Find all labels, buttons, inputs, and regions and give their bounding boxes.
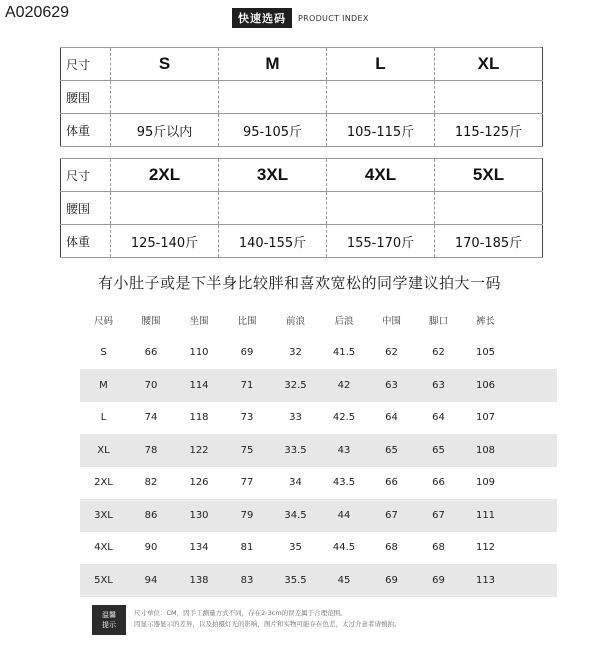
measurement-cell: 90 <box>144 542 158 554</box>
tip-badge <box>92 605 126 635</box>
waist-cell <box>435 81 543 114</box>
row-label: 体重 <box>61 225 111 258</box>
column-header: 裤长 <box>475 316 495 328</box>
measurement-cell: 112 <box>475 542 496 554</box>
measurement-cell: 82 <box>144 477 158 489</box>
weight-cell: 170-185斤 <box>435 225 543 258</box>
measurement-cell: 111 <box>475 509 496 521</box>
waist-row <box>61 192 543 225</box>
measurement-cell: 34 <box>289 477 302 489</box>
size-cell: 2XL <box>111 159 219 192</box>
weight-cell: 95-105斤 <box>219 114 327 147</box>
measurement-cell: 70 <box>144 379 158 391</box>
measurement-cell: 67 <box>432 509 445 521</box>
table-row <box>80 434 557 467</box>
size-cell: XL <box>435 48 543 81</box>
size-cell: 5XL <box>435 159 543 192</box>
weight-cell: 115-125斤 <box>435 114 543 147</box>
size-cell: S <box>100 347 107 359</box>
measurement-cell: 43 <box>337 444 351 456</box>
measurement-cell: 34.5 <box>284 509 307 521</box>
measurement-cell: 63 <box>432 379 445 391</box>
table-row <box>80 467 557 500</box>
measurement-cell: 126 <box>189 477 209 489</box>
size-cell: 4XL <box>327 159 435 192</box>
tip-line: 提示 <box>102 621 116 629</box>
measurement-cell: 105 <box>475 347 496 359</box>
measurement-cell: 45 <box>337 574 351 586</box>
size-table-2 <box>60 158 543 258</box>
measurement-cell: 69 <box>240 347 254 359</box>
measurement-cell: 68 <box>432 542 445 554</box>
table-row <box>80 499 557 532</box>
measurement-cell: 32 <box>289 347 302 359</box>
measurement-cell: 35.5 <box>284 574 307 586</box>
weight-row <box>61 225 543 258</box>
measurement-cell: 41.5 <box>332 347 356 359</box>
table-row <box>80 402 557 435</box>
row-label: 腰围 <box>61 81 111 114</box>
measurement-cell: 35 <box>289 542 302 554</box>
measurement-cell: 113 <box>475 574 496 586</box>
column-header: 中围 <box>381 316 401 328</box>
size-row <box>61 159 543 192</box>
measurement-cell: 42 <box>337 379 351 391</box>
measurement-cell: 67 <box>385 509 398 521</box>
measurement-cell: 122 <box>189 444 209 456</box>
measurement-cell: 74 <box>144 412 158 424</box>
weight-cell: 155-170斤 <box>327 225 435 258</box>
measurement-cell: 65 <box>432 444 445 456</box>
waist-cell <box>219 81 327 114</box>
waist-cell <box>111 81 219 114</box>
measurement-cell: 77 <box>240 477 254 489</box>
measurement-cell: 33 <box>289 412 302 424</box>
footer-notice <box>92 605 401 635</box>
measurement-cell: 86 <box>144 509 158 521</box>
measurement-cell: 79 <box>240 509 254 521</box>
measurement-cell: 71 <box>240 379 254 391</box>
weight-row <box>61 114 543 147</box>
size-cell: 2XL <box>94 477 113 489</box>
size-cell: 3XL <box>219 159 327 192</box>
measurement-cell: 75 <box>240 444 254 456</box>
waist-cell <box>111 192 219 225</box>
measurement-cell: 69 <box>432 574 445 586</box>
measurement-cell: 44 <box>337 509 351 521</box>
size-cell: 3XL <box>94 509 113 521</box>
measurement-cell: 62 <box>432 347 445 359</box>
measurement-cell: 62 <box>385 347 398 359</box>
size-table-1 <box>60 47 543 147</box>
measurement-cell: 65 <box>385 444 398 456</box>
table-row <box>80 564 557 597</box>
size-cell: S <box>111 48 219 81</box>
measurement-cell: 134 <box>189 542 209 554</box>
measurement-cell: 66 <box>144 347 158 359</box>
measurement-cell: 108 <box>475 444 496 456</box>
measurement-cell: 73 <box>240 412 254 424</box>
tip-line: 温馨 <box>102 611 116 619</box>
sizing-advice: 有小肚子或是下半身比较胖和喜欢宽松的同学建议拍大一码 <box>97 274 501 292</box>
size-cell: M <box>99 379 108 391</box>
measurement-cell: 32.5 <box>284 379 307 391</box>
header-badge: 快速选码 <box>232 8 292 28</box>
measurement-cell: 42.5 <box>332 412 356 424</box>
measurement-cell: 44.5 <box>332 542 356 554</box>
measurement-cell: 33.5 <box>284 444 307 456</box>
size-cell: 5XL <box>94 574 113 586</box>
measurement-cell: 107 <box>475 412 496 424</box>
weight-cell: 95斤以内 <box>111 114 219 147</box>
waist-cell <box>327 192 435 225</box>
column-header: 脚口 <box>428 316 448 328</box>
measurement-cell: 68 <box>385 542 398 554</box>
footer-line: 尺寸单位：CM，因手工测量方式不同，存在2-3cm的误差属于合理范围。 <box>134 609 347 617</box>
weight-cell: 140-155斤 <box>219 225 327 258</box>
measurement-cell: 64 <box>385 412 398 424</box>
header-english: PRODUCT INDEX <box>298 13 369 23</box>
weight-cell: 125-140斤 <box>111 225 219 258</box>
measurement-cell: 63 <box>385 379 398 391</box>
measurement-table <box>80 304 557 597</box>
size-cell: M <box>219 48 327 81</box>
measurement-cell: 66 <box>432 477 445 489</box>
column-header: 坐围 <box>189 316 209 328</box>
measurement-cell: 69 <box>385 574 398 586</box>
weight-cell: 105-115斤 <box>327 114 435 147</box>
waist-cell <box>219 192 327 225</box>
measurement-cell: 83 <box>240 574 254 586</box>
footer-text <box>134 605 401 630</box>
size-cell: L <box>100 412 107 424</box>
column-header: 腰围 <box>141 316 161 328</box>
measurement-cell: 138 <box>189 574 209 586</box>
waist-row <box>61 81 543 114</box>
measurement-cell: 64 <box>432 412 445 424</box>
table-row <box>80 337 557 370</box>
table-row <box>80 532 557 565</box>
measurement-cell: 78 <box>144 444 158 456</box>
column-header: 前浪 <box>285 316 305 328</box>
column-header: 尺码 <box>93 316 113 328</box>
section-header <box>232 8 369 28</box>
measurement-cell: 106 <box>475 379 496 391</box>
measurement-header-row <box>80 304 557 337</box>
column-header: 比围 <box>237 316 257 328</box>
measurement-cell: 43.5 <box>332 477 356 489</box>
measurement-cell: 94 <box>144 574 158 586</box>
row-label: 尺寸 <box>61 48 111 81</box>
measurement-cell: 114 <box>189 379 209 391</box>
footer-line: 因显示器显示的差异，以及拍摄灯光的影响，图片和实物可能存在色差，太过介意者请慎拍。 <box>134 620 401 628</box>
size-row <box>61 48 543 81</box>
measurement-cell: 66 <box>385 477 398 489</box>
row-label: 腰围 <box>61 192 111 225</box>
size-cell: XL <box>97 444 110 456</box>
measurement-cell: 81 <box>240 542 254 554</box>
column-header: 后浪 <box>334 316 354 328</box>
waist-cell <box>435 192 543 225</box>
measurement-cell: 110 <box>189 347 209 359</box>
measurement-cell: 118 <box>189 412 209 424</box>
measurement-cell: 130 <box>189 509 209 521</box>
measurement-cell: 109 <box>475 477 496 489</box>
waist-cell <box>327 81 435 114</box>
table-row <box>80 369 557 402</box>
row-label: 尺寸 <box>61 159 111 192</box>
product-code: A020629 <box>5 4 70 21</box>
row-label: 体重 <box>61 114 111 147</box>
size-cell: 4XL <box>94 542 113 554</box>
size-cell: L <box>327 48 435 81</box>
